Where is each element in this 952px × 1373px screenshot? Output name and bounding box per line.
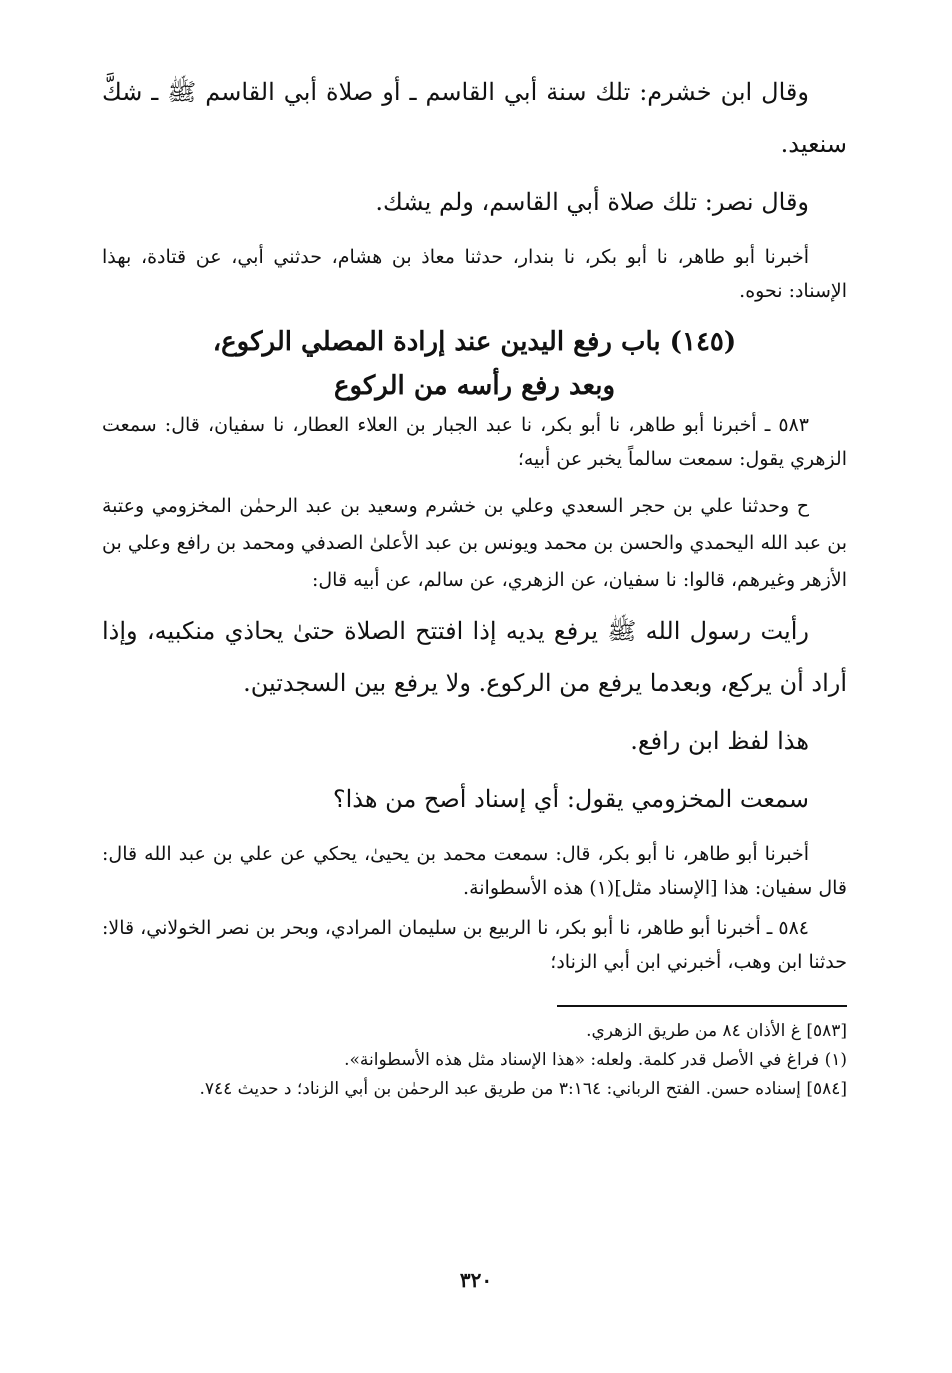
page-number: ٣٢٠ <box>459 1268 493 1292</box>
footnote-separator <box>557 1005 847 1007</box>
footnotes <box>102 1017 847 1104</box>
footnote-583: [٥٨٣] غ الأذان ٨٤ من طريق الزهري. <box>586 1021 847 1041</box>
hadith-584-isnad: ٥٨٤ ـ أخبرنا أبو طاهر، نا أبو بكر، نا الربيع بن سليمان المرادي، وبحر بن نصر الخولاني، قالا: حدثنا ابن وهب، أخبرني ابن أبي الزناد؛ <box>102 917 847 973</box>
chapter-heading <box>102 320 847 408</box>
paragraph-ibn-khashram: وقال ابن خشرم: تلك سنة أبي القاسم ـ أو صلاة أبي القاسم ﷺ ـ شكَّ سنعيد. <box>102 78 847 158</box>
paragraph-isnad-qatada: أخبرنا أبو طاهر، نا أبو بكر، نا بندار، حدثنا معاذ بن هشام، حدثني أبي، عن قتادة، بهذا الإسناد: نحوه. <box>102 246 847 302</box>
paragraph-lafz-ibn-rafi: هذا لفظ ابن رافع. <box>630 727 809 755</box>
hadith-583-isnad: ٥٨٣ ـ أخبرنا أبو طاهر، نا أبو بكر، نا عبد الجبار بن العلاء العطار، نا سفيان، قال: سمعت الزهري يقول: سمعت سالماً يخبر عن أبيه؛ <box>102 414 847 470</box>
chapter-heading-line-1: (١٤٥) باب رفع اليدين عند إرادة المصلي الركوع، <box>212 327 737 357</box>
paragraph-sufyan-ustuwana: أخبرنا أبو طاهر، نا أبو بكر، قال: سمعت محمد بن يحيىٰ، يحكي عن علي بن عبد الله قال: قال سفيان: هذا [الإسناد مثل](١) هذه الأسطوانة. <box>102 843 847 899</box>
chapter-heading-line-2: وبعد رفع رأسه من الركوع <box>333 371 616 401</box>
footnote-584: [٥٨٤] إسناده حسن. الفتح الرباني: ٣:١٦٤ من طريق عبد الرحمٰن بن أبي الزناد؛ د حديث ٧٤٤. <box>199 1079 847 1099</box>
paragraph-nasr: وقال نصر: تلك صلاة أبي القاسم، ولم يشك. <box>375 188 809 216</box>
hadith-583-second-isnad: ح وحدثنا علي بن حجر السعدي وعلي بن خشرم وسعيد بن عبد الرحمٰن المخزومي وعتبة بن عبد الله اليحمدي والحسن بن محمد ويونس بن عبد الأعلىٰ الصدفي ومحمد بن رافع وعلي بن الأزهر وغيرهم، قالوا: نا سفيان، عن الزهري، عن سالم، عن أبيه قال: <box>102 495 847 591</box>
book-page <box>102 66 847 1104</box>
paragraph-makhzumi: سمعت المخزومي يقول: أي إسناد أصح من هذا؟ <box>332 785 809 813</box>
footnote-1: (١) فراغ في الأصل قدر كلمة. ولعله: «هذا الإسناد مثل هذه الأسطوانة». <box>344 1050 847 1070</box>
hadith-583-matn: رأيت رسول الله ﷺ يرفع يديه إذا افتتح الصلاة حتىٰ يحاذي منكبيه، وإذا أراد أن يركع، وبعدما يرفع من الركوع. ولا يرفع بين السجدتين. <box>102 617 847 697</box>
